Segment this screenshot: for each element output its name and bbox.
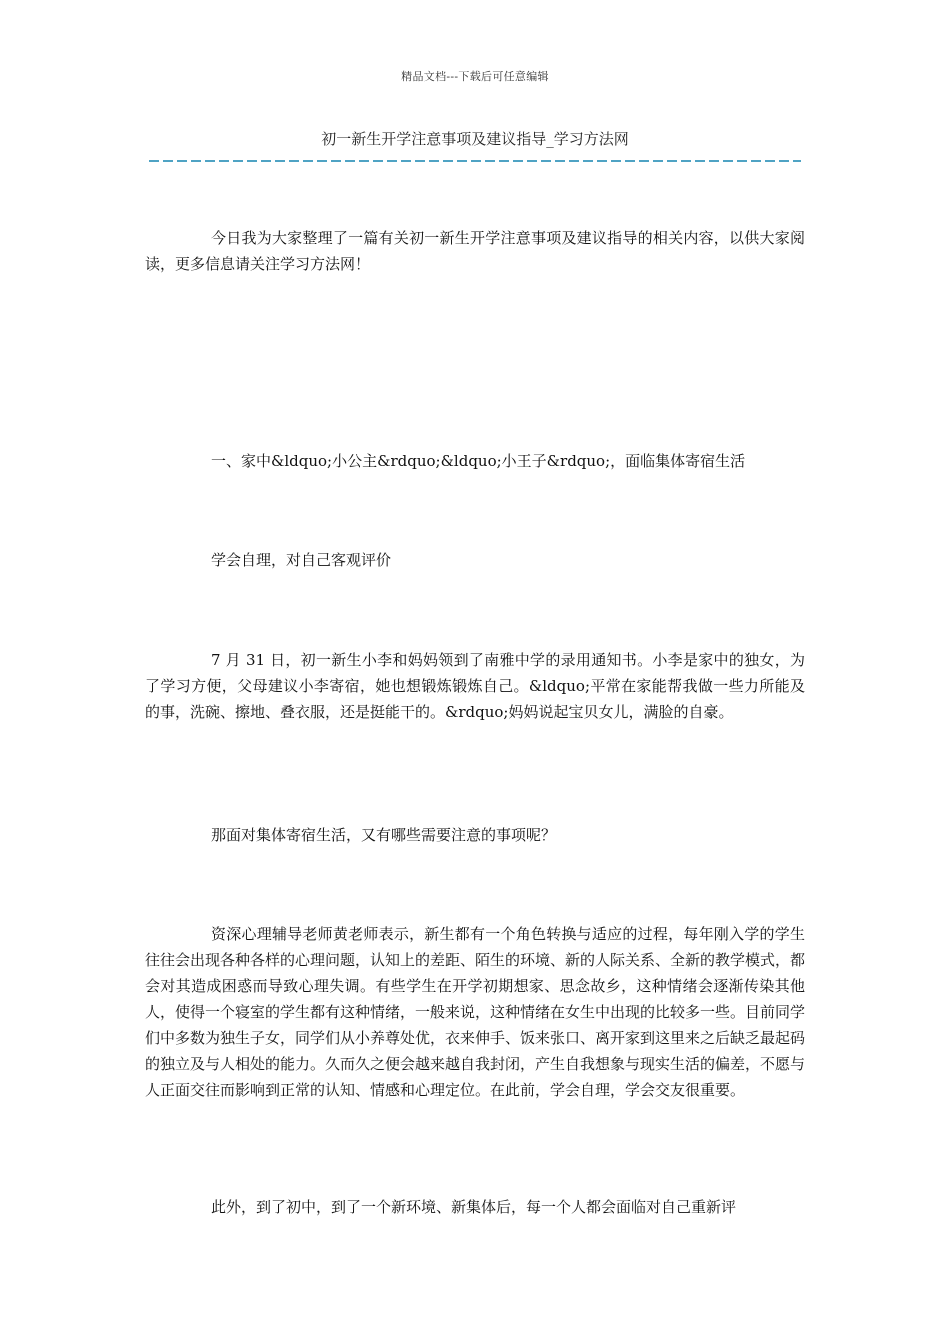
advice-paragraph: 资深心理辅导老师黄老师表示，新生都有一个角色转换与适应的过程，每年刚入学的学生往往会出现各种各样的心理问题，认知上的差距、陌生的环境、新的人际关系、全新的教学模式，都会对其造成困惑而导致心理失调。有些学生在开学初期想家、思念故乡，这种情绪会逐渐传染其他人，使得一个寝室的学生都有这种情绪，一般来说，这种情绪在女生中出现的比较多一些。目前同学们中多数为独生子女，同学们从小养尊处优，衣来伸手、饭来张口、离开家到这里来之后缺乏最起码的独立及与人相处的能力。久而久之便会越来越自我封闭，产生自我想象与现实生活的偏差，不愿与人正面交往而影响到正常的认知、情感和心理定位。在此前，学会自理，学会交友很重要。 [145, 925, 806, 1099]
title-divider [149, 160, 801, 162]
header-note: 精品文档---下载后可任意编辑 [401, 70, 549, 83]
question-paragraph: 那面对集体寄宿生活，又有哪些需要注意的事项呢？ [211, 826, 557, 844]
intro-paragraph: 今日我为大家整理了一篇有关初一新生开学注意事项及建议指导的相关内容，以供大家阅读，更多信息请关注学习方法网！ [145, 229, 805, 273]
closing-paragraph: 此外，到了初中，到了一个新环境、新集体后，每一个人都会面临对自己重新评 [211, 1198, 737, 1216]
story-paragraph: 7 月 31 日，初一新生小李和妈妈领到了南雅中学的录用通知书。小李是家中的独女，为了学习方便，父母建议小李寄宿，她也想锻炼锻炼自己。&ldquo;平常在家能帮我做一些力所能及的事，洗碗、擦地、叠衣服，还是挺能干的。&rdquo;妈妈说起宝贝女儿，满脸的自豪。 [145, 651, 805, 721]
section-heading: 一、家中&ldquo;小公主&rdquo;&ldquo;小王子&rdquo;，面临集体寄宿生活 [211, 452, 746, 470]
document-title: 初一新生开学注意事项及建议指导_学习方法网 [321, 130, 629, 148]
subheading: 学会自理，对自己客观评价 [211, 551, 392, 569]
